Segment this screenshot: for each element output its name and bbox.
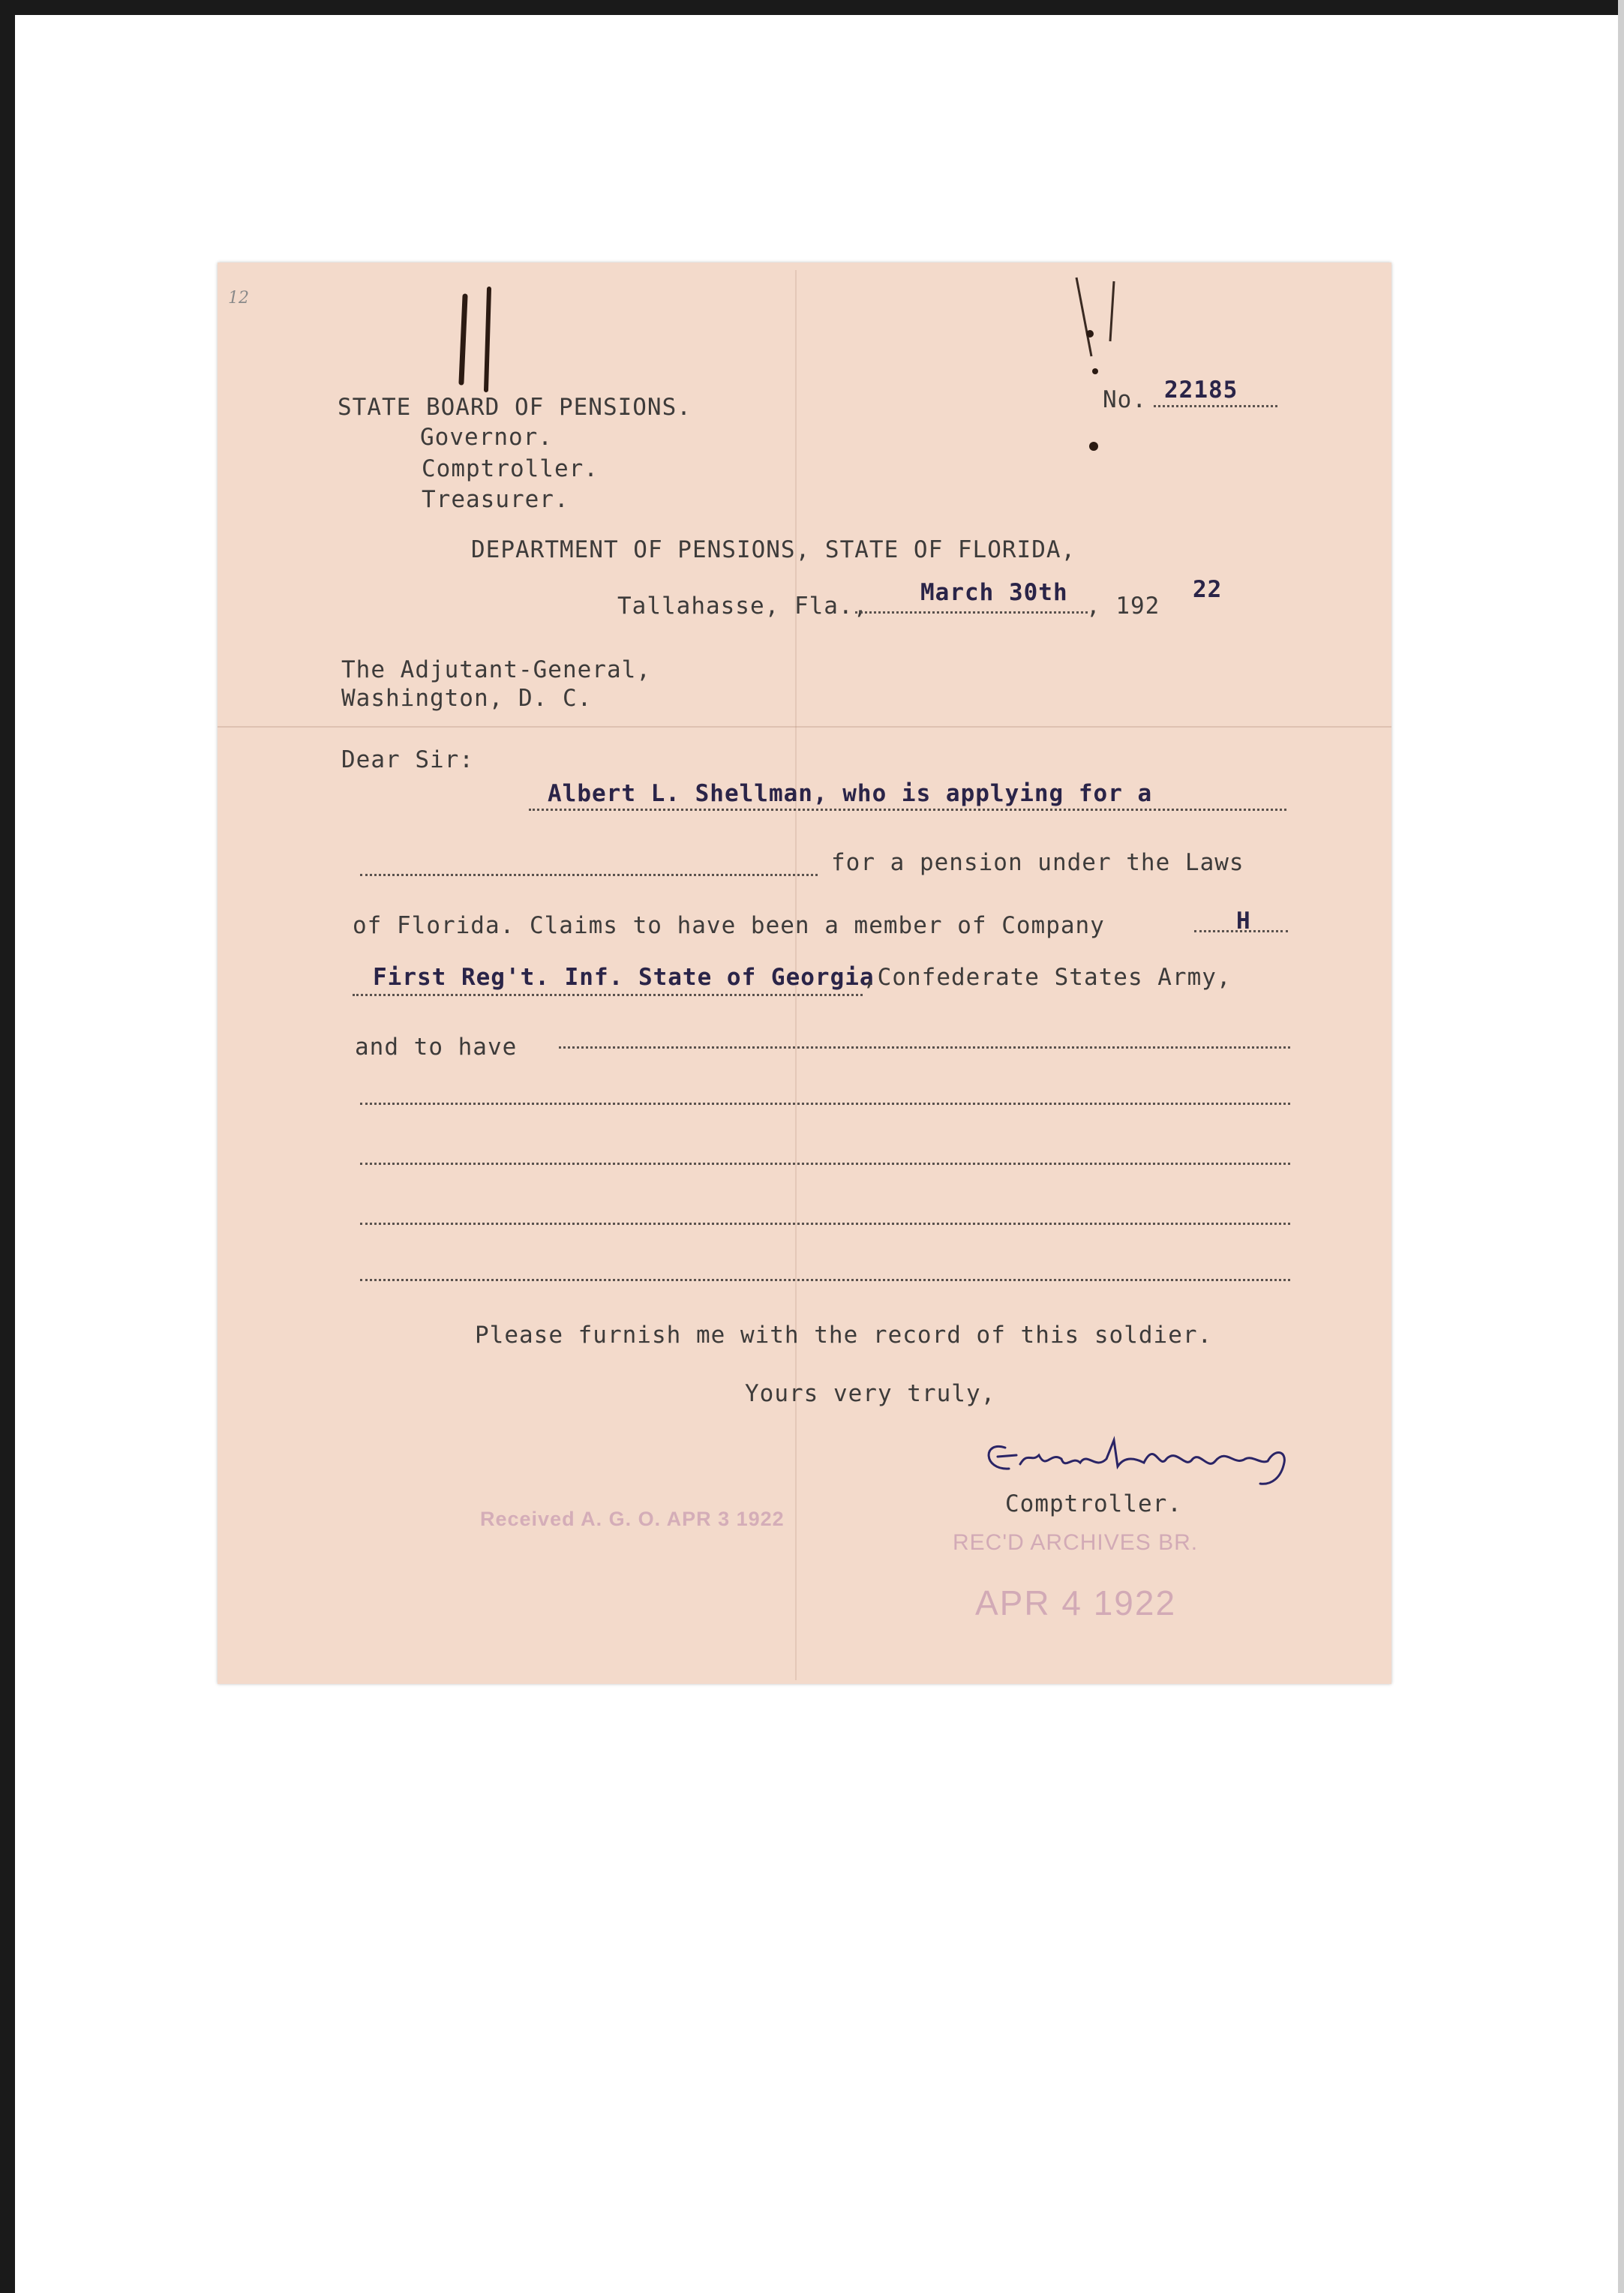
year-prefix: , 192 [1086, 593, 1160, 620]
board-member: Governor. [420, 424, 553, 451]
number-label: No. [1103, 386, 1147, 413]
department-heading: DEPARTMENT OF PENSIONS, STATE OF FLORIDA, [471, 536, 1076, 563]
blank-line [360, 1223, 1290, 1225]
and-to-have-text: and to have [355, 1034, 518, 1061]
board-heading: STATE BOARD OF PENSIONS. [338, 394, 692, 421]
request-text: Please furnish me with the record of this soldier. [475, 1322, 1213, 1349]
archives-stamp-date: APR 4 1922 [975, 1583, 1177, 1622]
comptroller-signature [975, 1418, 1328, 1489]
pension-letter-sheet [218, 263, 1391, 1684]
salutation: Dear Sir: [341, 746, 474, 773]
scan-frame-top [0, 0, 1624, 15]
addressee-line: The Adjutant-General, [341, 656, 651, 683]
dateline-place: Tallahasse, Fla., [617, 593, 869, 620]
regiment-line [353, 994, 863, 996]
addressee-line: Washington, D. C. [341, 685, 593, 712]
scan-frame-right [1618, 0, 1624, 2293]
letter-date: March 30th [920, 579, 1068, 606]
number-line [1154, 405, 1277, 407]
archives-stamp-label: REC'D ARCHIVES BR. [953, 1530, 1199, 1555]
blank-line [360, 1163, 1290, 1165]
board-member: Comptroller. [422, 455, 599, 482]
date-line [855, 611, 1088, 614]
applicant-line: Albert L. Shellman, who is applying for a [548, 780, 1153, 807]
florida-text: of Florida. Claims to have been a member of Company [353, 912, 1105, 939]
blank-line [360, 1279, 1290, 1281]
pencil-mark: 12 [228, 289, 249, 308]
signature-title: Comptroller. [1005, 1490, 1182, 1517]
fold-line [218, 726, 1391, 728]
ink-marks [443, 278, 510, 401]
closing: Yours very truly, [745, 1380, 996, 1407]
regiment: First Reg't. Inf. State of Georgia [373, 964, 875, 991]
received-ago-stamp: Received A. G. O. APR 3 1922 [480, 1508, 785, 1530]
board-member: Treasurer. [422, 486, 569, 513]
blank-line [360, 874, 818, 876]
blank-line [559, 1046, 1290, 1049]
scan-frame-left [0, 0, 15, 2293]
applicant-underline [529, 809, 1286, 811]
csa-text: ,Confederate States Army, [863, 964, 1232, 991]
application-number: 22185 [1164, 377, 1238, 404]
company-letter: H [1236, 908, 1251, 935]
pension-text: for a pension under the Laws [831, 849, 1244, 876]
year-suffix: 22 [1193, 576, 1223, 603]
blank-line [360, 1103, 1290, 1105]
